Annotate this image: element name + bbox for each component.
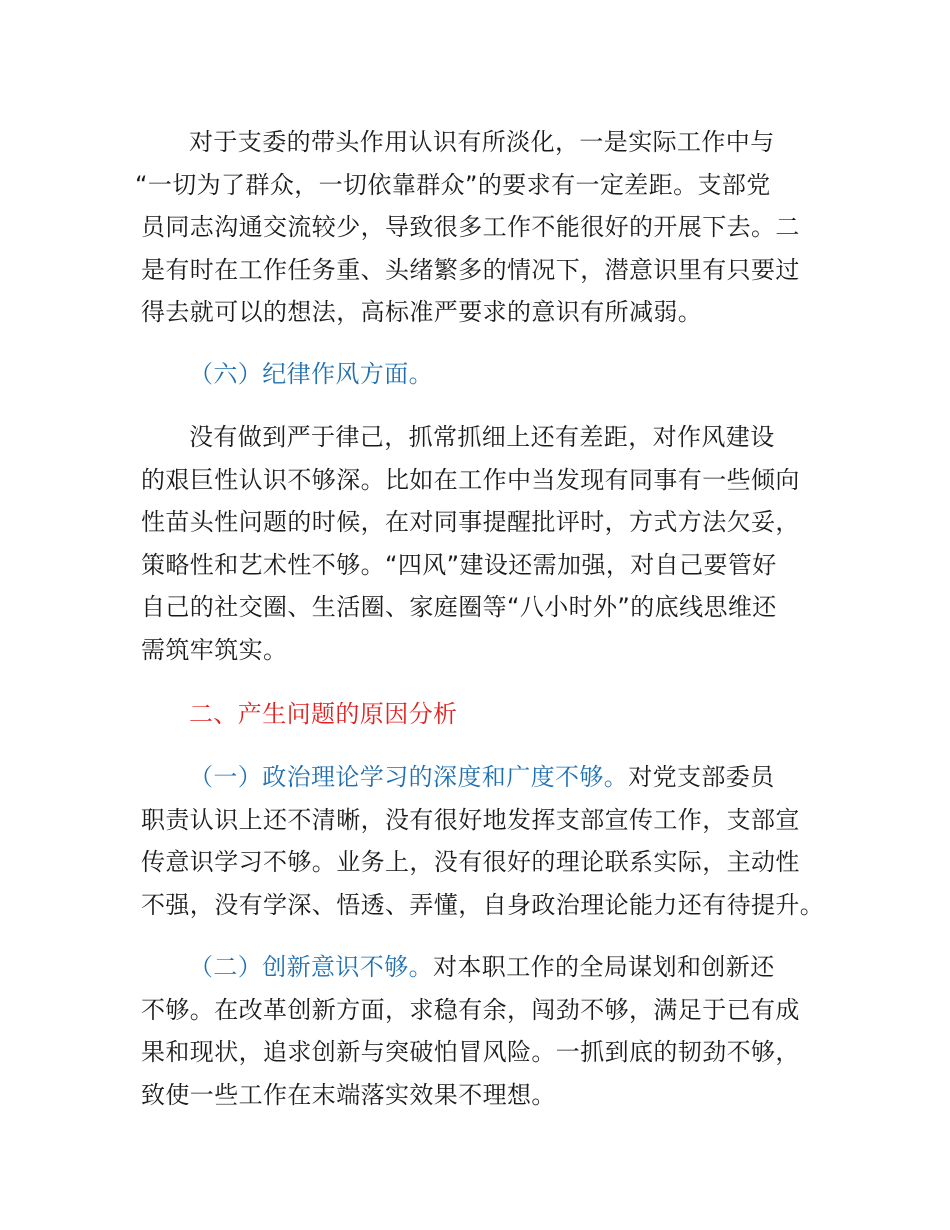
text-line: 是有时在工作任务重、头绪繁多的情况下，潜意识里有只要过	[141, 255, 800, 284]
paragraph-innovation	[141, 946, 841, 1116]
paragraph-lead-rest: 对党支部委员	[628, 763, 775, 791]
text-line: 不强，没有学深、悟透、弄懂，自身政治理论能力还有待提升。	[141, 890, 825, 919]
text-line: 不够。在改革创新方面，求稳有余，闯劲不够，满足于已有成	[141, 995, 800, 1024]
section-heading-text: 二、产生问题的原因分析	[189, 700, 458, 728]
text-line: 需筑牢筑实。	[141, 635, 288, 664]
text-line: 自己的社交圈、生活圈、家庭圈等“八小时外”的底线思维还	[141, 593, 777, 621]
text-line: “一切为了群众，一切依靠群众”的要求有一定差距。支部党	[135, 170, 771, 199]
paragraph-discipline-details	[141, 416, 841, 671]
paragraph-party-branch-role	[135, 121, 841, 334]
text-line: 员同志沟通交流较少，导致很多工作不能很好的开展下去。二	[141, 213, 800, 241]
text-line: 果和现状，追求创新与突破怕冒风险。一抓到底的韧劲不够，	[141, 1038, 800, 1066]
subheading-discipline	[141, 353, 841, 396]
paragraph-political-theory	[141, 756, 841, 926]
text-line: 的艰巨性认识不够深。比如在工作中当发现有同事有一些倾向	[141, 465, 800, 494]
paragraph-lead: （二）创新意识不够。	[189, 953, 433, 981]
text-line: 策略性和艺术性不够。“四风”建设还需加强，对自己要管好	[141, 550, 777, 579]
text-line: 性苗头性问题的时候，在对同事提醒批评时，方式方法欠妥，	[141, 508, 800, 536]
text-line	[141, 946, 841, 989]
section-heading-causes	[141, 693, 841, 736]
text-line: 对于支委的带头作用认识有所淡化，一是实际工作中与	[189, 128, 775, 156]
text-line: 致使一些工作在末端落实效果不理想。	[141, 1080, 556, 1109]
paragraph-lead-rest: 对本职工作的全局谋划和创新还	[433, 953, 775, 981]
text-line: 传意识学习不够。业务上，没有很好的理论联系实际，主动性	[141, 848, 800, 876]
text-line	[141, 756, 841, 799]
text-line: 没有做到严于律己，抓常抓细上还有差距，对作风建设	[189, 423, 775, 451]
paragraph-lead: （一）政治理论学习的深度和广度不够。	[189, 763, 629, 791]
text-line: 职责认识上还不清晰，没有很好地发挥支部宣传工作，支部宣	[141, 805, 800, 834]
subheading-text: （六）纪律作风方面。	[189, 360, 433, 388]
text-line: 得去就可以的想法，高标准严要求的意识有所减弱。	[141, 298, 703, 326]
